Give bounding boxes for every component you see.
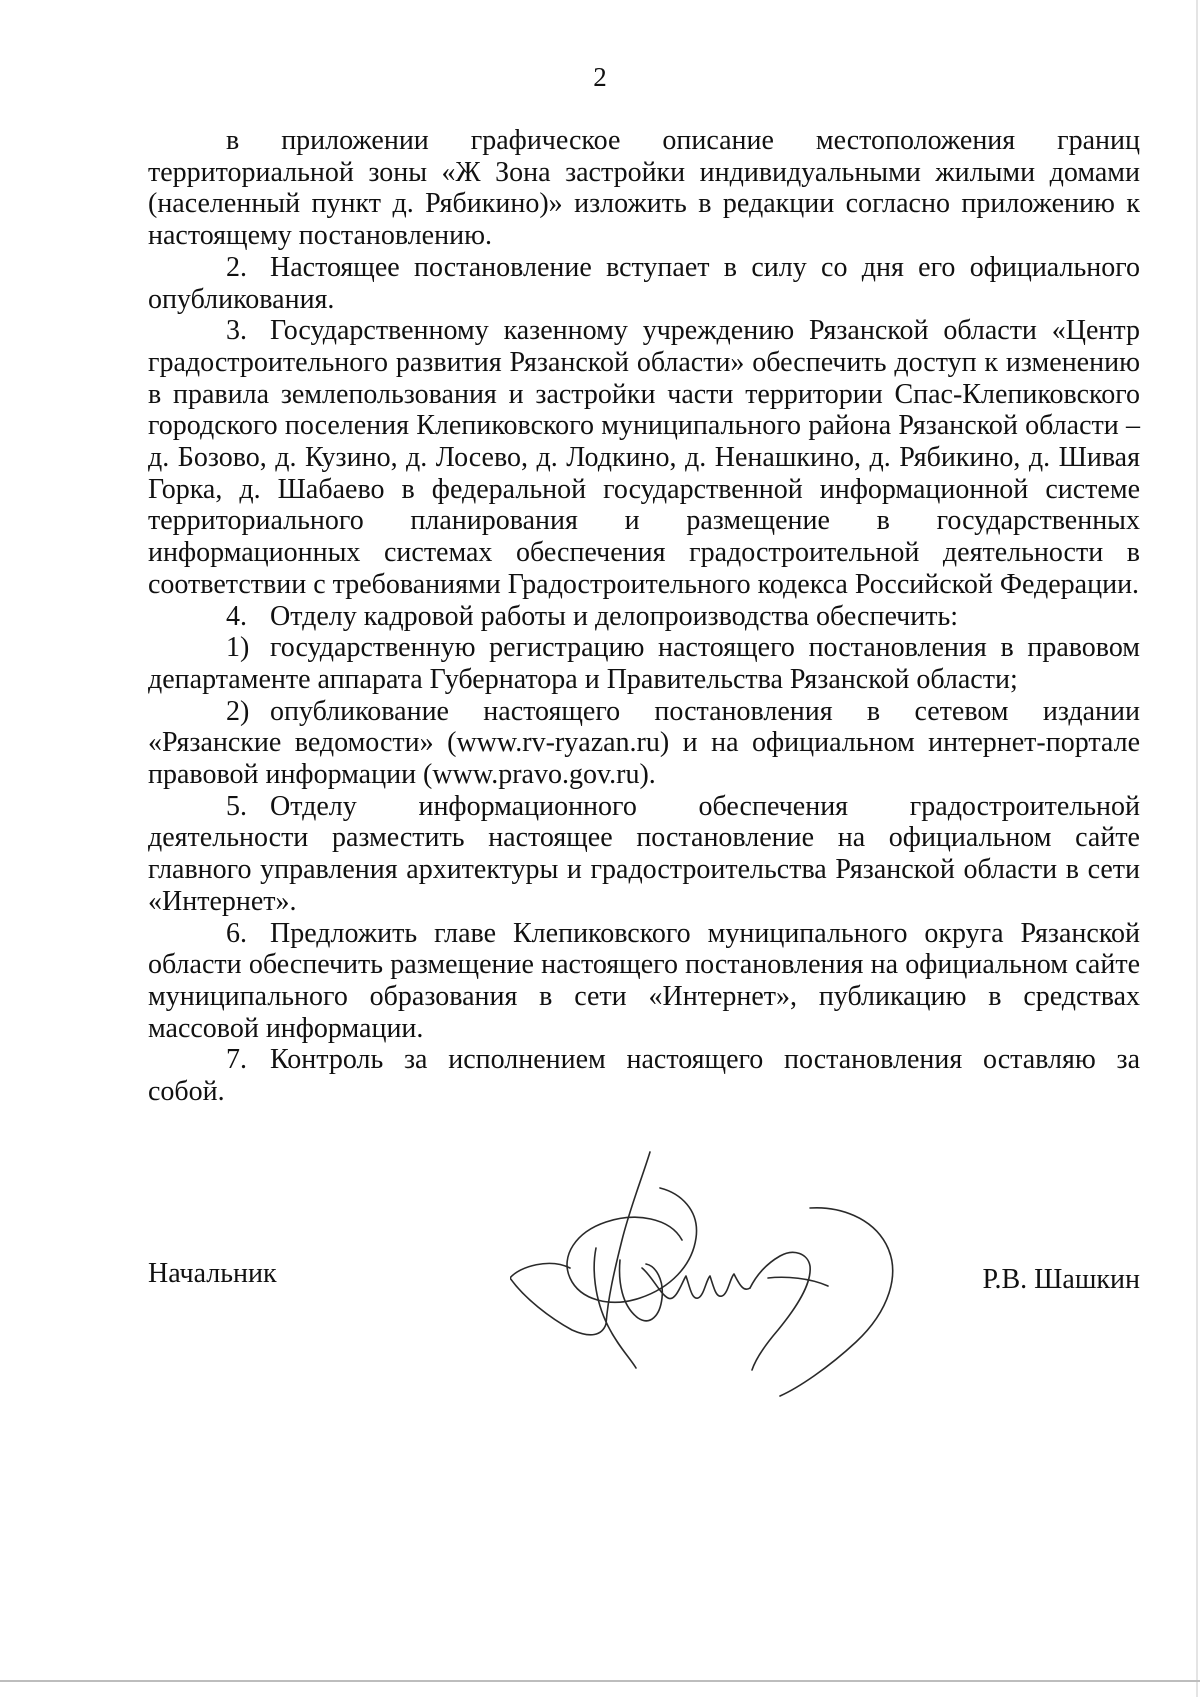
paragraph-text: государственную регистрацию настоящего постановления в правовом департаменте аппарата Губернатора и Правительства Рязанской области;	[148, 632, 1140, 695]
paragraph-text: Контроль за исполнением настоящего постановления оставляю за собой.	[148, 1044, 1140, 1108]
scan-edge-right	[1196, 0, 1198, 1697]
page-number: 2	[593, 62, 607, 92]
paragraph-text: Отделу кадровой работы и делопроизводства обеспечить:	[270, 600, 959, 632]
paragraph-3	[148, 315, 1140, 600]
paragraph-text: в приложении графическое описание местоположения границ территориальной зоны «Ж Зона застройки индивидуальными жилыми домами (населенный пункт д. Рябикино)» изложить в редакции согласно приложению к настоящему постановлению.	[148, 125, 1140, 252]
paragraph-text: опубликование настоящего постановления в сетевом издании «Рязанские ведомости» (www.rv-ryazan.ru) и на официальном интернет-портале правовой информации (www.pravo.gov.ru).	[148, 695, 1140, 791]
paragraph-text: Настоящее постановление вступает в силу со дня его официального опубликования.	[148, 251, 1140, 315]
paragraph-7	[148, 1044, 1140, 1107]
paragraph-text: Государственному казенному учреждению Рязанской области «Центр градостроительного развития Рязанской области» обеспечить доступ к изменению в правила землепользования и застройки части территории Спас-Клепиковского городского поселения Клепиковского муниципального района Рязанской области – д. Бозово, д. Кузино, д. Лосево, д. Лодкино, д. Ненашкино, д. Рябикино, д. Шивая Горка, д. Шабаево в федеральной государственной информационной системе территориального планирования и размещение в государственных информационных системах обеспечения градостроительной деятельности в соответствии с требованиями Градостроительного кодекса Российской Федерации.	[148, 315, 1140, 600]
paragraph-5	[148, 791, 1140, 918]
paragraph-6	[148, 918, 1140, 1045]
paragraph-text: Отделу информационного обеспечения градостроительной деятельности разместить настоящее постановление на официальном сайте главного управления архитектуры и градостроительства Рязанской области в сети «Интернет».	[148, 790, 1140, 917]
signature-block	[148, 1258, 1140, 1318]
paragraph-number: 3.	[226, 315, 247, 347]
paragraph-number: 4.	[226, 600, 247, 632]
paragraph-number: 5.	[226, 790, 247, 822]
paragraph-number: 2.	[226, 251, 247, 283]
paragraph-number: 2)	[226, 695, 250, 727]
paragraph-number: 1)	[226, 632, 250, 664]
scan-edge-bottom	[0, 1680, 1200, 1682]
paragraph-2	[148, 252, 1140, 315]
signatory-position: Начальник	[148, 1258, 277, 1289]
paragraph-number: 7.	[226, 1044, 247, 1076]
paragraph-4	[148, 601, 1140, 633]
paragraph-4-2	[148, 696, 1140, 791]
document-body	[148, 125, 1140, 1108]
paragraph-text: Предложить главе Клепиковского муниципального округа Рязанской области обеспечить размещение настоящего постановления на официальном сайте муниципального образования в сети «Интернет», публикацию в средствах массовой информации.	[148, 917, 1140, 1044]
paragraph-number: 6.	[226, 917, 247, 949]
signatory-name: Р.В. Шашкин	[982, 1264, 1140, 1295]
paragraph-continuation	[148, 125, 1140, 252]
paragraph-4-1	[148, 632, 1140, 695]
